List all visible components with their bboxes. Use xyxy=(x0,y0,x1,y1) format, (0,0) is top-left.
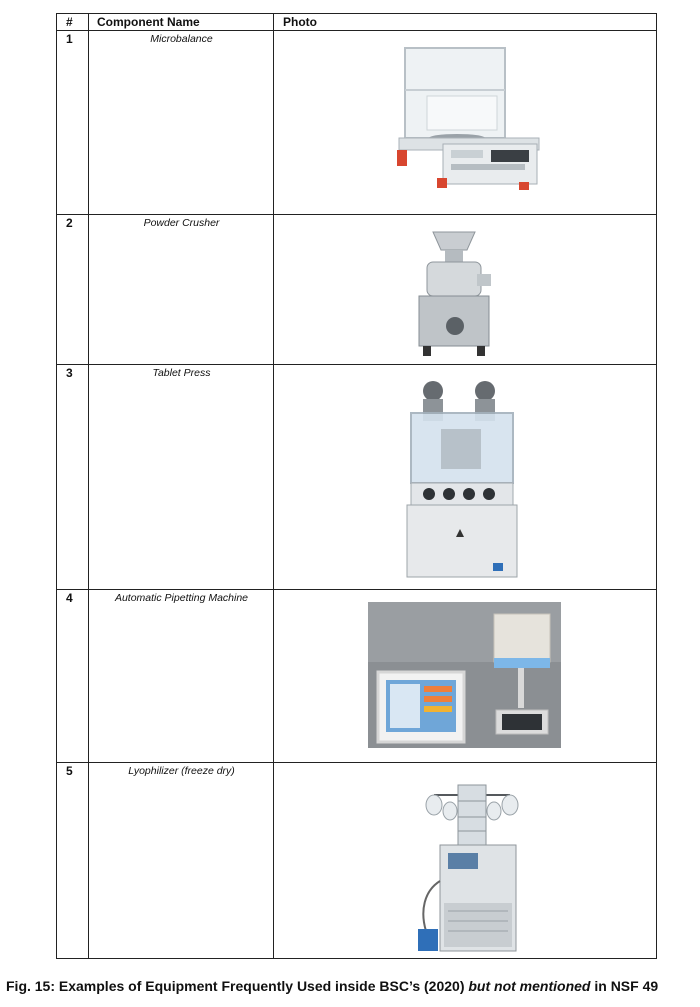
header-number: # xyxy=(66,15,73,29)
row-divider xyxy=(57,762,656,763)
tablet-press-photo xyxy=(403,379,521,584)
row-number: 3 xyxy=(66,366,73,380)
pipetting-machine-photo xyxy=(368,602,561,748)
lyophilizer-photo xyxy=(414,781,531,957)
header-photo: Photo xyxy=(283,15,317,29)
row-divider xyxy=(57,364,656,365)
figure-caption xyxy=(6,978,658,994)
row-divider xyxy=(57,589,656,590)
row-number: 1 xyxy=(66,32,73,46)
column-divider xyxy=(88,14,89,958)
row-divider xyxy=(57,214,656,215)
caption-emphasis: but not mentioned xyxy=(468,978,591,994)
row-number: 5 xyxy=(66,764,73,778)
header-component-name: Component Name xyxy=(97,15,200,29)
component-name: Lyophilizer (freeze dry) xyxy=(128,765,235,777)
caption-text-end: in NSF 49 xyxy=(590,978,659,994)
component-name: Microbalance xyxy=(150,33,213,45)
microbalance-photo xyxy=(397,40,542,200)
row-number: 2 xyxy=(66,216,73,230)
component-name: Powder Crusher xyxy=(143,217,220,229)
powder-crusher-photo xyxy=(415,230,505,360)
header-divider xyxy=(57,30,656,31)
component-name: Tablet Press xyxy=(152,367,211,379)
row-number: 4 xyxy=(66,591,73,605)
equipment-table xyxy=(56,13,657,959)
caption-text: Fig. 15: Examples of Equipment Frequently Used inside BSC’s (2020) xyxy=(6,978,469,994)
column-divider xyxy=(273,14,274,958)
component-name: Automatic Pipetting Machine xyxy=(114,592,249,604)
